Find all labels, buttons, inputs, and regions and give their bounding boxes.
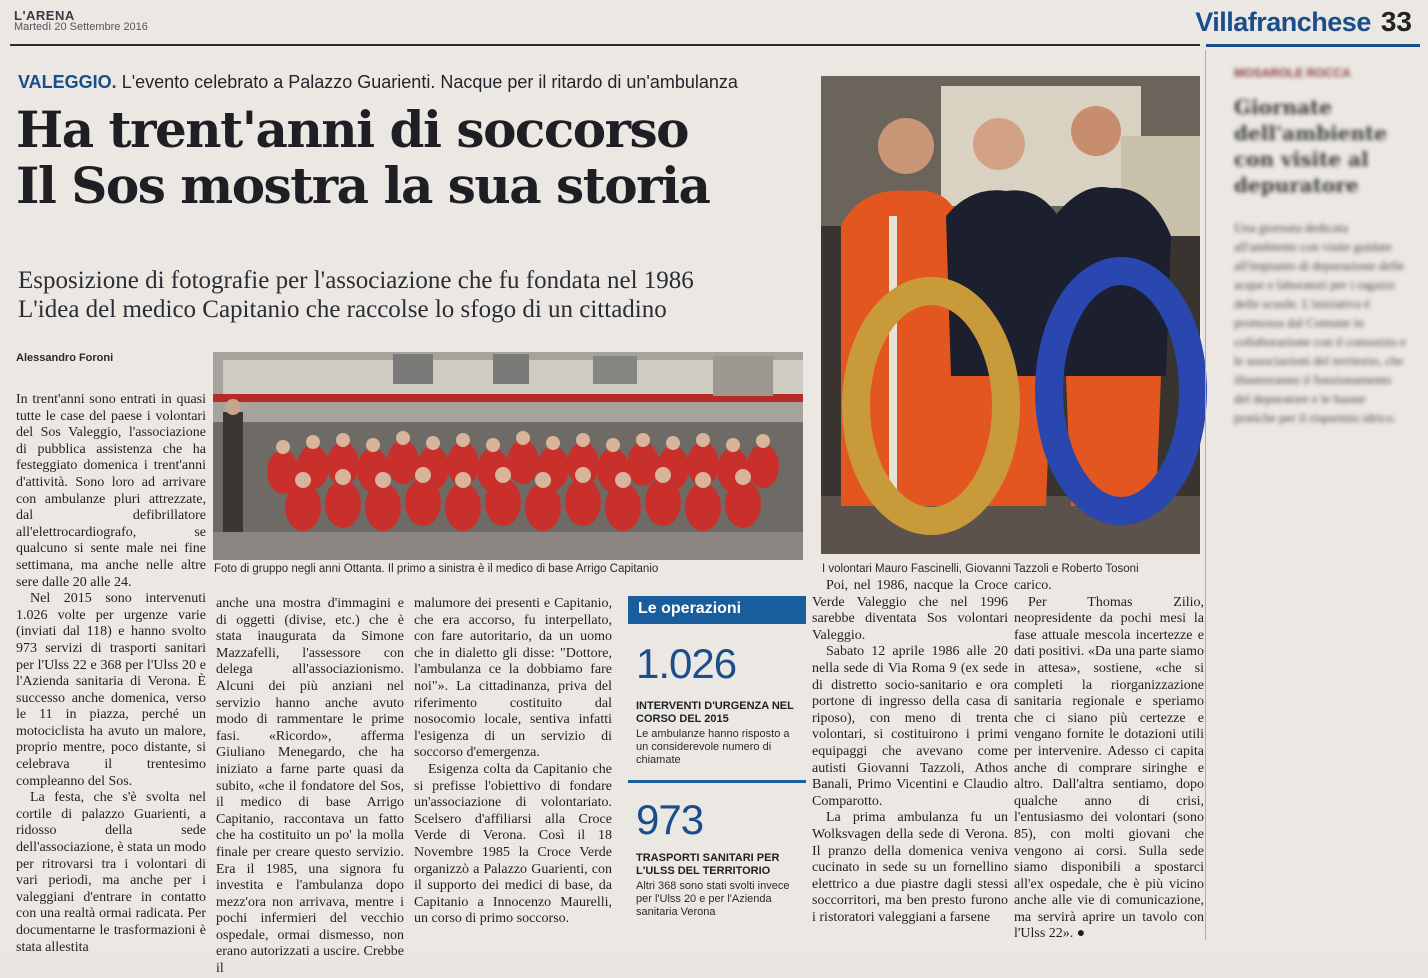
- stat-transports: 973: [636, 796, 704, 843]
- stat-urgent-text: Le ambulanze hanno risposto a un considerevole numero di chiamate: [636, 728, 790, 766]
- group-photo: [213, 352, 803, 560]
- article-column-1: [16, 392, 206, 955]
- masthead-right: [1195, 6, 1412, 38]
- paragraph: In trent'anni sono entrati in quasi tutte le case del paese i volontari del Sos Valeggio, l'associazione di pubblica assistenza che ha festeggiato domenica i trent'anni d'attività. Sono loro ad arrivare con ambulanze pluri attrezzate, dal defibrillatore all'elettrocardiografo, se qualcuno si sente male nei fine settimana, ma anche nelle altre sere dalle 20 alle 24.: [16, 392, 206, 590]
- sidebar-headline: Giornate dell'ambiente con visite al depuratore: [1234, 95, 1387, 197]
- paragraph: anche una mostra d'immagini e di oggetti (divise, etc.) che è stata inaugurata da Simone Mazzafelli, l'assessore con delega all'associazionismo. Alcuni dei più anziani nel servizio hanno anche avuto modo di rammentare le prime fasi. «Ricordo», afferma Giuliano Menegardo, che ha iniziato a farne parte quasi da subito, «che il fondatore del Sos, il medico di base Arrigo Capitanio, raccontava un fatto che ha costituito un po' la molla finale per creare questo servizio. Era il 1985, una signora fu investita e l'ambulanza dopo mezz'ora non arrivava, mentre i pochi infermieri del vecchio ospedale, ormai dismesso, non erano autorizzati a uscire. Crebbe il: [216, 596, 404, 977]
- sidebar-kicker: MOSAROLE ROCCA: [1234, 66, 1351, 80]
- volunteers-photo-image: [821, 76, 1200, 554]
- headline: [16, 102, 816, 214]
- paragraph: carico.: [1014, 578, 1052, 593]
- top-rule-accent: [1206, 44, 1420, 47]
- article-column-3: [414, 596, 612, 946]
- top-rule: [10, 44, 1200, 46]
- box-divider: [628, 780, 806, 783]
- stat-transports-label: TRASPORTI SANITARI PER L'ULSS DEL TERRITORIO: [636, 852, 780, 877]
- page-number: 33: [1380, 6, 1412, 37]
- masthead-left: [14, 8, 148, 33]
- stat-urgent-label: INTERVENTI D'URGENZA NEL CORSO DEL 2015: [636, 700, 794, 725]
- volunteers-photo-caption: I volontari Mauro Fascinelli, Giovanni Tazzoli e Roberto Tosoni: [822, 563, 1139, 575]
- kicker-text: L'evento celebrato a Palazzo Guarienti. Nacque per il ritardo di un'ambulanza: [116, 72, 738, 92]
- paper-name: L'ARENA: [14, 8, 75, 23]
- paragraph: La festa, che s'è svolta nel cortile di palazzo Guarienti, a ridosso della sede dell'associazione, è stata un modo per ritrovarsi tra i volontari di vari periodi, ma anche per i valeggiani d'entrare in contatto con una realtà ormai radicata. Per documentarne le trasformazioni è stata allestita: [16, 790, 206, 955]
- operations-box-title: Le operazioni: [628, 596, 806, 624]
- article-column-5: [1014, 578, 1204, 946]
- paragraph: Nel 2015 sono intervenuti 1.026 volte per urgenze varie (inviati dal 118) e hanno svolto 973 servizi di trasporti sanitari per l'Ulss 22 e 368 per l'Ulss 20 e l'Azienda sanitaria di Verona. È successo anche domenica, verso le 11 in piazza, perché un motociclista ha avuto un malore, proprio mentre, poco distante, si celebrava il trentesimo compleanno del Sos.: [16, 591, 206, 789]
- headline-line-1: Ha trent'anni di soccorso: [16, 100, 688, 159]
- headline-line-2: Il Sos mostra la sua storia: [16, 156, 710, 215]
- paragraph: Poi, nel 1986, nacque la Croce Verde Valeggio che nel 1996 sarebbe diventata Sos volontari Valeggio.: [812, 578, 1008, 643]
- group-photo-caption: Foto di gruppo negli anni Ottanta. Il primo a sinistra è il medico di base Arrigo Capitanio: [214, 563, 659, 575]
- stat-urgent-interventions: 1.026: [636, 640, 737, 687]
- byline: Alessandro Foroni: [16, 352, 114, 364]
- sidebar-text: Una giornata dedicata all'ambiente con visite guidate all'impianto di depurazione delle acque e laboratori per i ragazzi delle scuole. L'iniziativa è promossa dal Comune in collaborazione con il consorzio e le associazioni del territorio, che illustreranno il funzionamento del depuratore e le buone pratiche per il risparmio idrico.: [1234, 220, 1406, 425]
- paragraph: Sabato 12 aprile 1986 alle 20 nella sede di Via Roma 9 (ex sede di distretto socio-sanitario e ora portone di ingresso della casa di riposo), con meno di trenta volontari, si costituirono i primi equipaggi che avevano come autisti Giovanni Tazzoli, Athos Banali, Primo Vicentini e Claudio Comparotto.: [812, 644, 1008, 809]
- paragraph: La prima ambulanza fu un Wolksvagen della sede di Verona. Il pranzo della domenica veniva cucinato in sede su un fornellino elettrico a due piastre dagli stessi soccorritori, ma ben presto furono i ristoratori valeggiani a farsene: [812, 810, 1008, 925]
- article-column-4: [812, 578, 1008, 946]
- article-column-2: [216, 596, 404, 977]
- stat-transports-text: Altri 368 sono stati svolti invece per l'Ulss 20 e per l'Azienda sanitaria Verona: [636, 880, 790, 918]
- section-name: Villafranchese: [1195, 7, 1371, 37]
- paragraph: Per Thomas Zilio, neopresidente da pochi mesi la fase attuale mescola incertezze e dati positivi. «Da una parte siamo in attesa», sostiene, «che si completi la riorganizzazione sanitaria regionale e speriamo che ci siano più certezze e vengano fornite le dotazioni utili per intervenire. Adesso ci capita anche di comprare siringhe e altro. Dall'altra sentiamo, dopo qualche anno di crisi, l'entusiasmo dei volontari (sono 85), con molti giovani che vengono ai corsi. Sulla sede siamo disponibili a spostarci all'ex ospedale, che è più vicino anche alle vie di comunicazione, ma servirà aprire un tavolo con l'Ulss 22». ●: [1014, 594, 1204, 942]
- group-photo-image: [213, 352, 803, 560]
- sidebar-article: [1210, 52, 1420, 942]
- issue-date: Martedì 20 Settembre 2016: [14, 21, 148, 33]
- volunteers-photo: [821, 76, 1200, 554]
- subheadline: [18, 266, 808, 324]
- kicker-tag: VALEGGIO.: [18, 72, 117, 92]
- kicker: [18, 72, 738, 93]
- column-divider: [1205, 50, 1206, 940]
- paragraph: malumore dei presenti e Capitanio, che era accorso, fu interpellato, con fare autoritario, da un uomo che in dialetto gli disse: "Dottore, l'ambulanza ce la dobbiamo fare noi"». La cittadinanza, priva del riferimento costituito dal nosocomio locale, sentiva infatti l'esigenza di un servizio di soccorso d'emergenza.: [414, 596, 612, 761]
- paragraph: Esigenza colta da Capitanio che si prefisse l'obiettivo di fondare un'associazione di volontariato. Scelsero d'affiliarsi alla Croce Verde di Verona. Così il 18 Novembre 1985 la Croce Verde organizzò a Palazzo Guarienti, con il supporto dei medici di base, da Capitanio a Innocenzo Maurelli, un corso di primo soccorso.: [414, 761, 612, 927]
- subhead-line-2: L'idea del medico Capitanio che raccolse lo sfogo di un cittadino: [18, 296, 667, 323]
- subhead-line-1: Esposizione di fotografie per l'associazione che fu fondata nel 1986: [18, 267, 694, 294]
